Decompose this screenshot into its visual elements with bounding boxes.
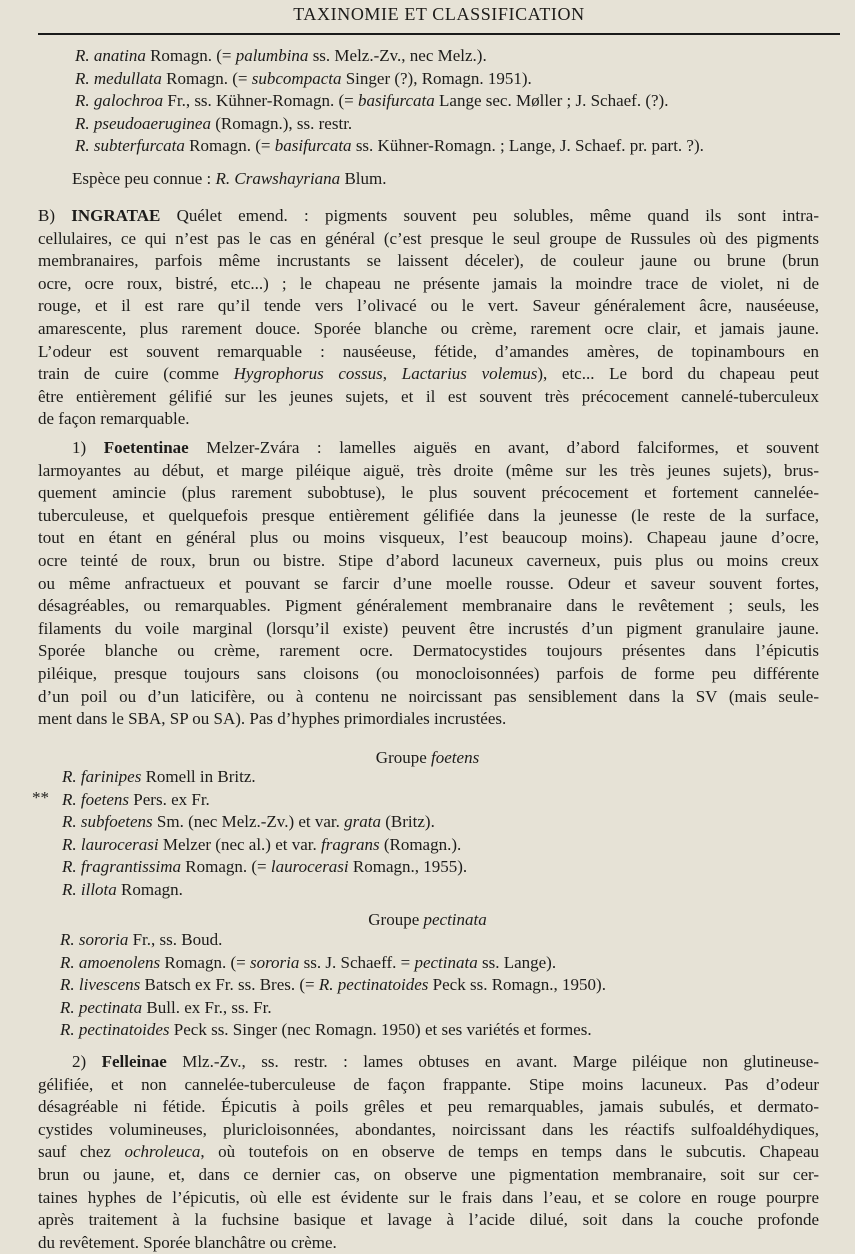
paragraph-line bbox=[38, 273, 819, 296]
italic-taxon: basifurcata bbox=[357, 91, 435, 110]
text-run: cellulaires, ce qui n’est pas le cas en général (c’est presque le seul groupe de Russules où des pigments bbox=[38, 228, 819, 248]
italic-taxon: sororia bbox=[249, 952, 300, 972]
text-run: Fr., ss. Boud. bbox=[128, 930, 223, 949]
italic-taxon: pectinata bbox=[423, 910, 487, 929]
bold-taxon: Foetentinae bbox=[103, 438, 189, 457]
text-run: Mlz.-Zv., ss. restr. : lames obtuses en avant. Marge piléique non glutineuse- bbox=[166, 1052, 819, 1071]
text-run: ocre, ocre roux, bistré, etc...) ; le chapeau ne présente jamais la moindre trace de violet, ni de bbox=[38, 273, 819, 293]
paragraph-line bbox=[38, 1051, 819, 1074]
list-item bbox=[60, 929, 222, 951]
text-run: amarescente, plus rarement douce. Sporée blanche ou crème, rarement ocre clair, et jamais jaune. bbox=[38, 318, 819, 338]
text-run: Singer (?), Romagn. 1951). bbox=[341, 68, 532, 88]
paragraph-line bbox=[38, 1209, 819, 1232]
italic-taxon: R. sororia bbox=[60, 930, 129, 949]
paragraph-line bbox=[38, 505, 819, 528]
paragraph-line bbox=[38, 408, 819, 431]
text-run: , bbox=[382, 364, 402, 384]
italic-taxon: subcompacta bbox=[251, 68, 342, 88]
text-run: être entièrement gélifié sur les jeunes sujets, et il est souvent très précocement cannelé-tuberculeux bbox=[38, 386, 819, 406]
text-run: Romagn. (= bbox=[184, 136, 275, 155]
italic-taxon: ochroleuca bbox=[124, 1142, 201, 1162]
list-item bbox=[75, 90, 668, 112]
text-run: Romagn. (= bbox=[160, 952, 250, 972]
text-run: Melzer (nec al.) et var. bbox=[158, 834, 321, 854]
paragraph-line bbox=[38, 250, 819, 273]
italic-taxon: laurocerasi bbox=[270, 857, 349, 876]
text-run: gélifiée, et non cannelée-tuberculeuse de façon frappante. Stipe moins lacuneux. Pas d’odeur bbox=[38, 1074, 819, 1094]
text-run: train de cuire (comme bbox=[38, 364, 234, 384]
text-run: Romagn., 1955). bbox=[348, 857, 468, 876]
paragraph-line bbox=[38, 686, 819, 709]
text-run: tuberculeuse, et quelquefois presque entièrement gélifiée dans la jeunesse (le reste de la surface, bbox=[38, 505, 819, 525]
text-run: Blum. bbox=[340, 169, 387, 188]
paragraph-line bbox=[38, 1141, 819, 1164]
italic-taxon: R. pectinata bbox=[60, 997, 143, 1017]
little-known-species bbox=[72, 168, 386, 190]
text-run: Pers. ex Fr. bbox=[129, 789, 210, 809]
paragraph-line bbox=[38, 1096, 819, 1119]
text-run: larmoyantes au début, et marge piléique aiguë, très droite (même sur les très jeunes sujets), brus- bbox=[38, 460, 819, 480]
italic-taxon: R. subfoetens bbox=[62, 812, 153, 831]
text-run: ss. J. Schaeff. = bbox=[299, 952, 415, 972]
italic-taxon: fragrans bbox=[321, 834, 380, 854]
paragraph-line bbox=[38, 663, 819, 686]
list-item bbox=[60, 952, 556, 974]
text-run: Romagn. (= bbox=[145, 46, 236, 65]
italic-taxon: Lactarius volemus bbox=[401, 364, 538, 384]
italic-taxon: grata bbox=[344, 812, 381, 831]
bold-taxon: INGRATAE bbox=[71, 206, 161, 225]
text-run: Peck ss. Singer (nec Romagn. 1950) et ses variétés et formes. bbox=[169, 1020, 592, 1039]
paragraph-line bbox=[38, 550, 819, 573]
text-run: rouge, et il est rare qu’il tende vers l’olivacé ou le vert. Saveur généralement âcre, nauséeuse, bbox=[38, 296, 819, 316]
italic-taxon: R. illota bbox=[62, 879, 117, 899]
italic-taxon: R. anatina bbox=[75, 46, 146, 65]
text-run: Romagn. (= bbox=[181, 857, 271, 876]
italic-taxon: R. fragrantissima bbox=[62, 857, 182, 876]
text-run: Romagn. (= bbox=[161, 68, 252, 88]
italic-taxon: R. Crawshayriana bbox=[215, 169, 341, 188]
text-run: (Romagn.). bbox=[379, 834, 462, 854]
paragraph-line bbox=[38, 205, 819, 228]
text-run: ss. Kühner-Romagn. ; Lange, J. Schaef. pr. part. ?). bbox=[351, 136, 704, 155]
bold-taxon: Felleinae bbox=[101, 1052, 167, 1071]
text-run: , où toutefois on en observe de temps en temps dans le subcutis. Chapeau bbox=[200, 1142, 819, 1162]
list-item bbox=[60, 997, 272, 1019]
paragraph-line bbox=[38, 363, 819, 386]
italic-taxon: basifurcata bbox=[274, 136, 352, 155]
text-run: tout en étant en général plus ou moins visqueux, l’est beaucoup moins). Chapeau jaune d’ocre, bbox=[38, 528, 819, 548]
italic-taxon: foetens bbox=[431, 748, 480, 767]
list-item bbox=[62, 834, 461, 856]
section-felleinae bbox=[38, 1051, 819, 1254]
text-run: ocre teinté de roux, brun ou bistre. Stipe d’abord lacuneux caverneux, puis plus ou moins creux bbox=[38, 550, 819, 570]
text-run: Espèce peu connue : bbox=[72, 169, 216, 188]
paragraph-line bbox=[38, 318, 819, 341]
list-item bbox=[75, 68, 532, 90]
text-run: Peck ss. Romagn., 1950). bbox=[428, 975, 606, 994]
marker-asterisks: ** bbox=[32, 787, 49, 807]
text-run: Groupe bbox=[375, 748, 432, 767]
paragraph-line bbox=[38, 437, 819, 460]
text-run: brun ou jaune, et, dans ce dernier cas, on observe une pigmentation membranaire, soit sur cer- bbox=[38, 1164, 819, 1184]
list-item bbox=[75, 135, 704, 157]
text-run: de façon remarquable. bbox=[38, 409, 190, 429]
list-item bbox=[60, 974, 606, 996]
text-run: B) bbox=[38, 206, 72, 225]
text-run: ment dans le SBA, SP ou SA). Pas d’hyphes primordiales incrustées. bbox=[38, 709, 507, 729]
paragraph-line bbox=[38, 527, 819, 550]
text-run: filaments du voile marginal (lorsqu’il existe) peuvent être incrustés d’un pigment granulaire jaune. bbox=[38, 618, 819, 638]
text-run: taines hyphes de l’épicutis, où elle est évidente sur le frais dans l’eau, et se colore en rouge pourpre bbox=[38, 1187, 819, 1207]
paragraph-line bbox=[38, 1164, 819, 1187]
text-run: piléique, presque toujours sans cloisons (ou monocloisonnées) parfois de forme peu différente bbox=[38, 663, 819, 683]
paragraph-line bbox=[38, 295, 819, 318]
list-item bbox=[32, 787, 210, 811]
paragraph-line bbox=[38, 1119, 819, 1142]
paragraph-line bbox=[38, 618, 819, 641]
text-run: Sm. (nec Melz.-Zv.) et var. bbox=[152, 812, 345, 831]
text-run: après traitement à la fuchsine basique et lavage à l’acide dilué, soit dans la couche profonde bbox=[38, 1210, 819, 1230]
text-run: ss. Melz.-Zv., nec Melz.). bbox=[308, 46, 487, 65]
paragraph-line bbox=[38, 1232, 819, 1254]
text-run: Fr., ss. Kühner-Romagn. (= bbox=[163, 91, 358, 110]
paragraph-line bbox=[38, 1187, 819, 1210]
paragraph-line bbox=[38, 228, 819, 251]
text-run: désagréables, ou remarquables. Pigment généralement membranaire dans le revêtement ; seuls, les bbox=[38, 596, 819, 616]
text-run: Batsch ex Fr. ss. Bres. (= bbox=[140, 975, 319, 994]
list-item bbox=[62, 811, 435, 833]
italic-taxon: R. foetens bbox=[62, 789, 130, 809]
italic-taxon: R. livescens bbox=[60, 975, 141, 994]
text-run: 1) bbox=[38, 438, 104, 457]
text-run: ou même anfractueux et pouvant se farcir d’une moelle rousse. Odeur et saveur souvent fortes, bbox=[38, 573, 819, 593]
running-head: TAXINOMIE ET CLASSIFICATION bbox=[38, 4, 840, 35]
italic-taxon: R. pectinatoides bbox=[318, 975, 429, 994]
text-run: (Britz). bbox=[381, 812, 435, 831]
text-run: membranaires, parfois même incrustants se laissent déceler), de couleur jaune ou brune (brun bbox=[38, 251, 819, 271]
paragraph-line bbox=[38, 341, 819, 364]
list-item bbox=[60, 1019, 592, 1041]
list-item bbox=[62, 856, 467, 878]
section-foetentinae bbox=[38, 437, 819, 731]
text-run: quement amincie (plus rarement subobtuse), le plus souvent précocement et fortement cannelée- bbox=[38, 483, 819, 503]
paragraph-line bbox=[38, 708, 819, 731]
italic-taxon: Hygrophorus cossus bbox=[233, 364, 383, 384]
text-run: Quélet emend. : pigments souvent peu solubles, même quand ils sont intra- bbox=[160, 206, 819, 225]
text-run: cystides volumineuses, pluricloisonnées, abondantes, noircissant dans les réactifs sulfoaldéhydiques, bbox=[38, 1119, 819, 1139]
text-run: Bull. ex Fr., ss. Fr. bbox=[142, 997, 272, 1017]
italic-taxon: R. farinipes bbox=[62, 767, 142, 786]
text-run: L’odeur est souvent remarquable : nauséeuse, fétide, d’amandes amères, de topinambours en bbox=[38, 341, 819, 361]
italic-taxon: R. medullata bbox=[75, 68, 162, 88]
text-run: (Romagn.), ss. restr. bbox=[210, 113, 353, 133]
text-run: Groupe bbox=[368, 910, 424, 929]
text-run: du revêtement. Sporée blanchâtre ou crème. bbox=[38, 1232, 337, 1252]
paragraph-line bbox=[38, 640, 819, 663]
section-ingratae bbox=[38, 205, 819, 431]
paragraph-line bbox=[38, 595, 819, 618]
group-heading-pectinata bbox=[0, 909, 855, 931]
italic-taxon: R. galochroa bbox=[75, 91, 164, 110]
italic-taxon: R. pectinatoides bbox=[60, 1020, 170, 1039]
text-run: ss. Lange). bbox=[477, 952, 557, 972]
list-item bbox=[62, 879, 183, 901]
text-run: Melzer-Zvára : lamelles aiguës en avant, d’abord falciformes, et souvent bbox=[188, 438, 819, 457]
text-run: désagréable ni fétide. Épicutis à poils grêles et peu remarquables, jamais subulés, et dermato- bbox=[38, 1097, 819, 1117]
italic-taxon: R. laurocerasi bbox=[62, 834, 159, 854]
paragraph-line bbox=[38, 573, 819, 596]
paragraph-line bbox=[38, 482, 819, 505]
italic-taxon: R. amoenolens bbox=[60, 952, 161, 972]
text-run: Sporée blanche ou crème, rarement ocre. Dermatocystides toujours présentes dans l’épicutis bbox=[38, 641, 819, 661]
italic-taxon: palumbina bbox=[235, 46, 309, 65]
text-run: Romell in Britz. bbox=[141, 767, 256, 786]
italic-taxon: R. subterfurcata bbox=[75, 136, 185, 155]
text-run: d’un poil ou d’un laticifère, ou à contenu ne noircissant pas sensiblement dans la SV (mais seule- bbox=[38, 686, 819, 706]
list-item bbox=[62, 766, 256, 788]
text-run: Lange sec. Møller ; J. Schaef. (?). bbox=[434, 91, 669, 110]
list-item bbox=[75, 45, 487, 67]
paragraph-line bbox=[38, 1074, 819, 1097]
italic-taxon: pectinata bbox=[414, 952, 478, 972]
italic-taxon: R. pseudoaeruginea bbox=[75, 113, 211, 133]
list-item bbox=[75, 113, 352, 135]
text-run: ), etc... Le bord du chapeau peut bbox=[537, 364, 819, 384]
paragraph-line bbox=[38, 460, 819, 483]
text-run: Romagn. bbox=[116, 879, 183, 899]
text-run: 2) bbox=[38, 1052, 102, 1071]
text-run: sauf chez bbox=[38, 1142, 125, 1162]
paragraph-line bbox=[38, 386, 819, 409]
